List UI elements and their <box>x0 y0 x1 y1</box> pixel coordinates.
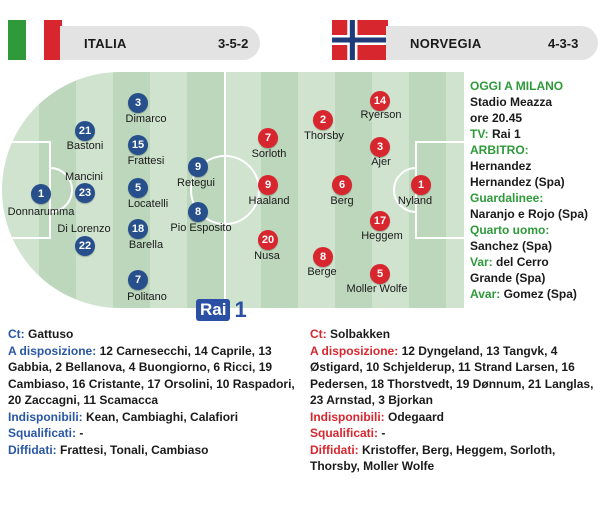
player-name: Retegui <box>177 177 215 189</box>
away-team-formation: 4-3-3 <box>548 36 579 51</box>
player-disc: 2 <box>313 110 333 130</box>
player-disc: 21 <box>75 121 95 141</box>
var-label: Var: <box>470 255 493 269</box>
avar-value: Gomez (Spa) <box>503 287 577 301</box>
italy-bench: 12 Carnesecchi, 14 Caprile, 13 Gabbia, 2 Bellanova, 4 Buongiorno, 6 Ricci, 19 Cambiaso, 16 Cristante, 17 Orsolini, 10 Raspadori, 20 Zaccagni, 11 Scamacca <box>8 343 295 407</box>
norway-unavailable-line <box>310 409 598 426</box>
norway-warned-label: Diffidati: <box>310 442 359 457</box>
player-name: Sorloth <box>251 148 287 160</box>
player-name: Politano <box>127 291 167 303</box>
player-name: Berg <box>330 195 354 207</box>
italy-suspended: - <box>79 426 84 440</box>
player-disc: 7 <box>128 270 148 290</box>
player-name: Mancini <box>65 171 103 183</box>
player-disc: 23 <box>75 183 95 203</box>
player-disc: 3 <box>128 93 148 113</box>
norway-details <box>310 326 598 475</box>
italy-bench-label: A disposizione: <box>8 343 97 358</box>
norway-coach-label: Ct: <box>310 327 327 341</box>
player-name: Thorsby <box>304 130 344 142</box>
player-disc: 20 <box>258 230 278 250</box>
norway-suspended: - <box>381 426 386 440</box>
avar-label: Avar: <box>470 287 501 301</box>
norway-coach: Solbakken <box>330 327 391 341</box>
avar-line <box>470 286 598 302</box>
home-team-name: ITALIA <box>84 36 127 51</box>
player-name: Nusa <box>254 250 280 262</box>
norway-coach-line <box>310 326 598 343</box>
player-name: Donnarumma <box>7 206 75 218</box>
norway-unavailable: Odegaard <box>388 409 445 424</box>
italy-flag <box>8 20 62 60</box>
referee-label: ARBITRO: <box>470 143 529 157</box>
player-disc: 14 <box>370 91 390 111</box>
player-name: Pio Esposito <box>170 222 232 234</box>
linesmen-value: Naranjo e Rojo (Spa) <box>470 207 589 221</box>
player-name: Nyland <box>397 195 433 207</box>
italy-coach-line <box>8 326 300 343</box>
italy-unavailable-line <box>8 409 300 426</box>
player-name: Frattesi <box>127 155 165 167</box>
player-disc: 5 <box>370 264 390 284</box>
italy-unavailable-label: Indisponibili: <box>8 409 83 424</box>
norway-unavailable-label: Indisponibili: <box>310 409 385 424</box>
player-name: Barella <box>128 239 164 251</box>
player-name: Bastoni <box>66 140 104 152</box>
italy-unavailable: Kean, Cambiaghi, Calafiori <box>86 409 239 424</box>
player-name: Heggem <box>361 230 403 242</box>
var-value-2: Grande (Spa) <box>470 271 546 285</box>
player-disc: 8 <box>188 202 208 222</box>
italy-bench-line <box>8 343 300 409</box>
italy-coach-label: Ct: <box>8 327 25 341</box>
away-team-name: NORVEGIA <box>410 36 482 51</box>
player-disc: 9 <box>188 157 208 177</box>
tv-value: Rai 1 <box>492 127 521 141</box>
norway-bench: 12 Dyngeland, 13 Tangvk, 4 Østigard, 10 Schjelderup, 11 Strand Larsen, 16 Pedersen, 18 Thorstvedt, 19 Dønnum, 21 Langlas, 23 Arnstad, 3 Bjorkan <box>310 343 594 407</box>
player-disc: 1 <box>411 175 431 195</box>
tv-label: TV: <box>470 127 489 141</box>
italy-suspended-line <box>8 425 300 442</box>
rai-1-logo <box>196 298 266 322</box>
referee-name-1: Hernandez <box>470 159 532 173</box>
tv-line <box>470 126 598 142</box>
var-line <box>470 254 598 270</box>
player-name: Haaland <box>248 195 290 207</box>
match-info <box>470 78 598 302</box>
player-name: Locatelli <box>127 198 169 210</box>
italy-warned-line <box>8 442 300 459</box>
fourth-official-label: Quarto uomo: <box>470 223 550 237</box>
player-disc: 5 <box>128 178 148 198</box>
norway-warned-line <box>310 442 598 475</box>
italy-warned: Frattesi, Tonali, Cambiaso <box>60 442 209 457</box>
player-disc: 6 <box>332 175 352 195</box>
rai-logo-box: Rai <box>196 299 230 321</box>
italy-coach: Gattuso <box>28 327 74 341</box>
norway-flag <box>332 20 388 60</box>
norway-suspended-line <box>310 425 598 442</box>
match-when: OGGI A MILANO <box>470 79 564 93</box>
rai-channel-number: 1 <box>234 297 247 322</box>
norway-suspended-label: Squalificati: <box>310 426 379 440</box>
pitch <box>2 72 464 308</box>
player-disc: 8 <box>313 247 333 267</box>
referee-name-2: Hernandez (Spa) <box>470 175 565 189</box>
player-name: Ajer <box>371 156 391 168</box>
player-name: Berge <box>307 266 337 278</box>
player-disc: 15 <box>128 135 148 155</box>
player-disc: 9 <box>258 175 278 195</box>
norway-bench-line <box>310 343 598 409</box>
italy-warned-label: Diffidati: <box>8 442 57 457</box>
player-disc: 3 <box>370 137 390 157</box>
player-disc: 7 <box>258 128 278 148</box>
player-disc: 17 <box>370 211 390 231</box>
player-name: Dimarco <box>125 113 167 125</box>
norway-warned: Kristoffer, Berg, Heggem, Sorloth, Thorsby, Moller Wolfe <box>310 442 556 473</box>
player-disc: 1 <box>31 184 51 204</box>
match-venue: Stadio Meazza <box>470 95 553 109</box>
fourth-official-value: Sanchez (Spa) <box>470 239 553 253</box>
player-name: Moller Wolfe <box>346 283 408 295</box>
italy-suspended-label: Squalificati: <box>8 426 77 440</box>
norway-bench-label: A disposizione: <box>310 343 399 358</box>
player-disc: 18 <box>128 219 148 239</box>
italy-details <box>8 326 300 458</box>
linesmen-label: Guardalinee: <box>470 191 544 205</box>
player-name: Ryerson <box>360 109 402 121</box>
player-disc: 22 <box>75 236 95 256</box>
var-value: del Cerro <box>496 255 549 269</box>
home-team-formation: 3-5-2 <box>218 36 249 51</box>
pitch-lines <box>2 72 464 308</box>
player-name: Di Lorenzo <box>57 223 111 235</box>
match-time: ore 20.45 <box>470 111 523 125</box>
